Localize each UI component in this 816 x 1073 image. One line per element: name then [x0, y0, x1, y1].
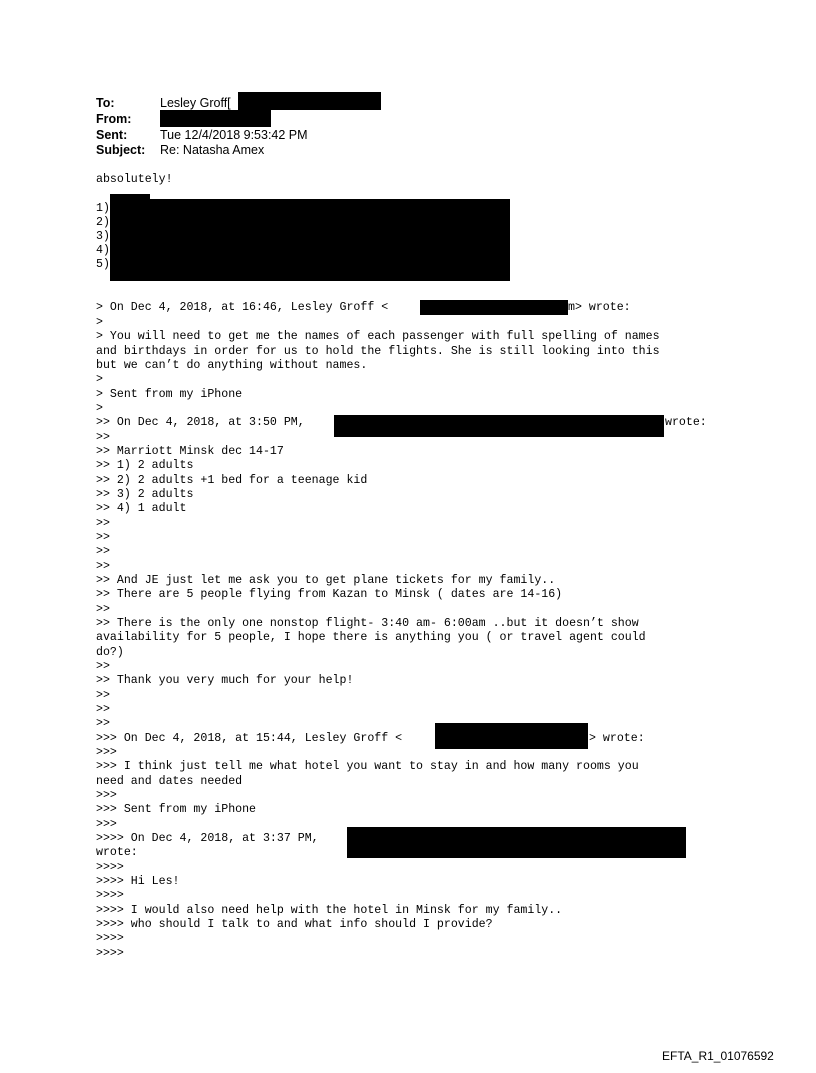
quote-line: but we can’t do anything without names.: [96, 359, 368, 372]
quote-line: >>: [96, 545, 110, 558]
quote-line: >: [96, 402, 103, 415]
quote-line: >>: [96, 717, 110, 730]
sent-value: Tue 12/4/2018 9:53:42 PM: [160, 128, 308, 142]
quote-line: >>: [96, 703, 110, 716]
redaction-list: [110, 199, 510, 281]
quote-line: >>: [96, 431, 110, 444]
bates-number: EFTA_R1_01076592: [662, 1049, 774, 1063]
quote-line: > wrote:: [589, 732, 645, 745]
quote-line: >: [96, 373, 103, 386]
quote-line: >>>>: [96, 947, 124, 960]
quote-line: >>: [96, 560, 110, 573]
quote-line: do?): [96, 646, 124, 659]
quote-line: wrote:: [665, 416, 707, 429]
quote-line: >>>>: [96, 861, 124, 874]
subject-value: Re: Natasha Amex: [160, 143, 265, 157]
redaction-email: [435, 723, 588, 749]
quote-line: >>>>: [96, 932, 124, 945]
quote-line: wrote:: [96, 846, 138, 859]
quote-line: >>> I think just tell me what hotel you want to stay in and how many rooms you: [96, 760, 639, 773]
quote-line: >> 2) 2 adults +1 bed for a teenage kid: [96, 474, 368, 487]
quote-line: >> There are 5 people flying from Kazan to Minsk ( dates are 14-16): [96, 588, 563, 601]
quote-line: >> 1) 2 adults: [96, 459, 194, 472]
quote-line: >> There is the only one nonstop flight- 3:40 am- 6:00am ..but it doesn’t show: [96, 617, 639, 630]
subject-label: Subject:: [96, 143, 146, 157]
quote-line: >> 3) 2 adults: [96, 488, 194, 501]
opening-line: absolutely!: [96, 173, 173, 186]
quote-line: >>>> Hi Les!: [96, 875, 180, 888]
quote-line: >>>: [96, 789, 117, 802]
quote-line: >>>: [96, 818, 117, 831]
list-item: 1): [96, 202, 110, 215]
redaction-sender: [347, 827, 686, 858]
quote-line: >>> On Dec 4, 2018, at 15:44, Lesley Groff <: [96, 732, 403, 745]
quote-line: >>>: [96, 746, 117, 759]
quote-line: > On Dec 4, 2018, at 16:46, Lesley Groff <: [96, 301, 389, 314]
from-label: From:: [96, 112, 132, 126]
redaction-to-email: [238, 92, 381, 110]
quote-line: m> wrote:: [568, 301, 631, 314]
quote-line: >: [96, 316, 103, 329]
to-label: To:: [96, 96, 115, 110]
quote-line: >>: [96, 689, 110, 702]
quote-line: >> On Dec 4, 2018, at 3:50 PM,: [96, 416, 305, 429]
redaction-from: [160, 110, 271, 127]
quote-line: >>: [96, 660, 110, 673]
quote-line: and birthdays in order for us to hold the flights. She is still looking into this: [96, 345, 660, 358]
quote-line: >>: [96, 517, 110, 530]
quote-line: >> Marriott Minsk dec 14-17: [96, 445, 284, 458]
quote-line: >>: [96, 531, 110, 544]
quote-line: >> And JE just let me ask you to get plane tickets for my family..: [96, 574, 556, 587]
redaction-email: [420, 300, 568, 315]
sent-label: Sent:: [96, 128, 128, 142]
list-item: 5): [96, 258, 110, 271]
to-value: Lesley Groff[: [160, 96, 231, 110]
quote-line: >>: [96, 603, 110, 616]
redaction-sender: [334, 415, 664, 437]
quote-line: >>>>: [96, 889, 124, 902]
list-item: 2): [96, 216, 110, 229]
quote-line: need and dates needed: [96, 775, 243, 788]
quote-line: > Sent from my iPhone: [96, 388, 243, 401]
list-item: 4): [96, 244, 110, 257]
quote-line: availability for 5 people, I hope there is anything you ( or travel agent could: [96, 631, 646, 644]
quote-line: >> 4) 1 adult: [96, 502, 187, 515]
quote-line: >>> Sent from my iPhone: [96, 803, 257, 816]
quote-line: >>>> who should I talk to and what info should I provide?: [96, 918, 493, 931]
quote-line: >>>> I would also need help with the hotel in Minsk for my family..: [96, 904, 563, 917]
list-item: 3): [96, 230, 110, 243]
quote-line: >>>> On Dec 4, 2018, at 3:37 PM,: [96, 832, 319, 845]
quote-line: >> Thank you very much for your help!: [96, 674, 354, 687]
quote-line: > You will need to get me the names of each passenger with full spelling of names: [96, 330, 660, 343]
